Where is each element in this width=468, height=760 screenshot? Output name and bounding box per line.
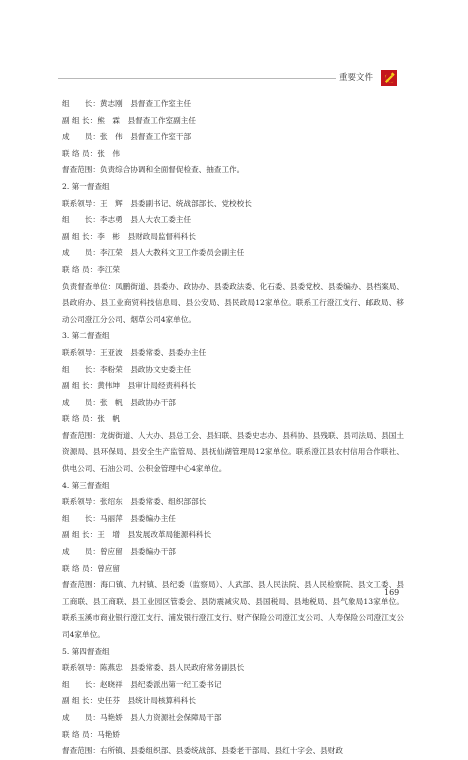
header-title: 重要文件 xyxy=(339,73,374,83)
text-line: 5. 第四督查组 xyxy=(62,646,110,656)
text-line: 负责督查单位：凤鹏街道、县委办、政协办、县委政法委、化石委、县委党校、县委编办、县档案局、县政府办、县工业商贸科技信息局、县公安局、县民政局12家单位。联系工行澄江支行、邮政局、移动公司澄江分公司、烟草公司4家单位。 xyxy=(62,281,404,324)
text-line: 联 络 员：马艳娇 xyxy=(62,729,120,739)
text-line: 联 络 员：李江荣 xyxy=(62,264,120,274)
text-line: 副 组 长：史任芬 县统计局核算科科长 xyxy=(62,696,196,706)
text-line: 副 组 长：李 彬 县财政局监督科科长 xyxy=(62,231,196,241)
page-number: 169 xyxy=(384,588,400,597)
text-line: 组 长：黄志刚 县督查工作室主任 xyxy=(62,99,192,108)
text-line: 联 络 员：张 伟 xyxy=(62,148,120,158)
text-line: 成 员：张 帆 县政协办干部 xyxy=(62,397,176,407)
text-line: 联系领导：张绍东 县委常委、组织部部长 xyxy=(62,497,207,507)
text-line: 督查范围：右所镇、县委组织部、县委统战部、县委老干部局、县红十字会、县财政 xyxy=(62,746,343,756)
party-emblem-icon xyxy=(381,70,397,86)
text-line: 组 长：马丽萍 县委编办主任 xyxy=(62,513,176,523)
text-line: 组 长：李粉荣 县政协文史委主任 xyxy=(62,364,192,374)
header-rule xyxy=(58,78,336,79)
text-line: 4. 第三督查组 xyxy=(62,480,110,490)
document-body xyxy=(62,96,404,760)
text-line: 成 员：张 伟 县督查工作室干部 xyxy=(62,132,192,142)
text-line: 组 长：赵晓祥 县纪委派出第一纪工委书记 xyxy=(62,679,222,689)
text-line: 副 组 长：熊 霖 县督查工作室副主任 xyxy=(62,115,196,125)
page-header xyxy=(0,70,468,86)
text-line: 联系领导：王亚波 县委常委、县委办主任 xyxy=(62,347,207,357)
text-line: 副 组 长：黄伟坤 县审计局经责科科长 xyxy=(62,381,196,391)
text-line: 联系领导：陈燕忠 县委常委、县人民政府常务副县长 xyxy=(62,663,245,673)
text-line: 3. 第二督查组 xyxy=(62,331,110,341)
text-line: 组 长：李志勇 县人大农工委主任 xyxy=(62,215,192,225)
text-line: 督查范围：龙街街道、人大办、县总工会、县妇联、县委史志办、县科协、县残联、县司法局、县国土资源局、县环保局、县安全生产监管局、县抚仙湖管理局12家单位。联系澄江县农村信用合作联社、供电公司、石油公司、公积金管理中心4家单位。 xyxy=(62,430,404,474)
text-line: 2. 第一督查组 xyxy=(62,181,110,191)
text-line: 联系领导：王 辉 县委副书记、统战部部长、党校校长 xyxy=(62,198,252,208)
text-line: 督查范围：负责综合协调和全面督促检查、抽查工作。 xyxy=(62,165,245,175)
text-line: 督查范围：海口镇、九村镇、县纪委（监察局）、人武部、县人民法院、县人民检察院、县文工委、县工商联、县工商联、县工业园区管委会、县防震减灾局、县国税局、县地税局、县气象局13家单位。联系玉溪市商业银行澄江支行、浦发银行澄江支行、财产保险公司澄江支公司、人寿保险公司澄江支公司4家单位。 xyxy=(62,580,404,639)
text-line: 副 组 长：王 增 县发展改革局能源科科长 xyxy=(62,530,212,540)
text-line: 成 员：李江荣 县人大教科文卫工作委员会副主任 xyxy=(62,248,245,258)
text-line: 联 络 员：张 帆 xyxy=(62,414,120,424)
text-line: 成 员：曾应留 县委编办干部 xyxy=(62,547,176,557)
text-line: 联 络 员：曾应留 xyxy=(62,563,120,573)
text-line: 成 员：马艳娇 县人力资源社会保障局干部 xyxy=(62,712,222,722)
